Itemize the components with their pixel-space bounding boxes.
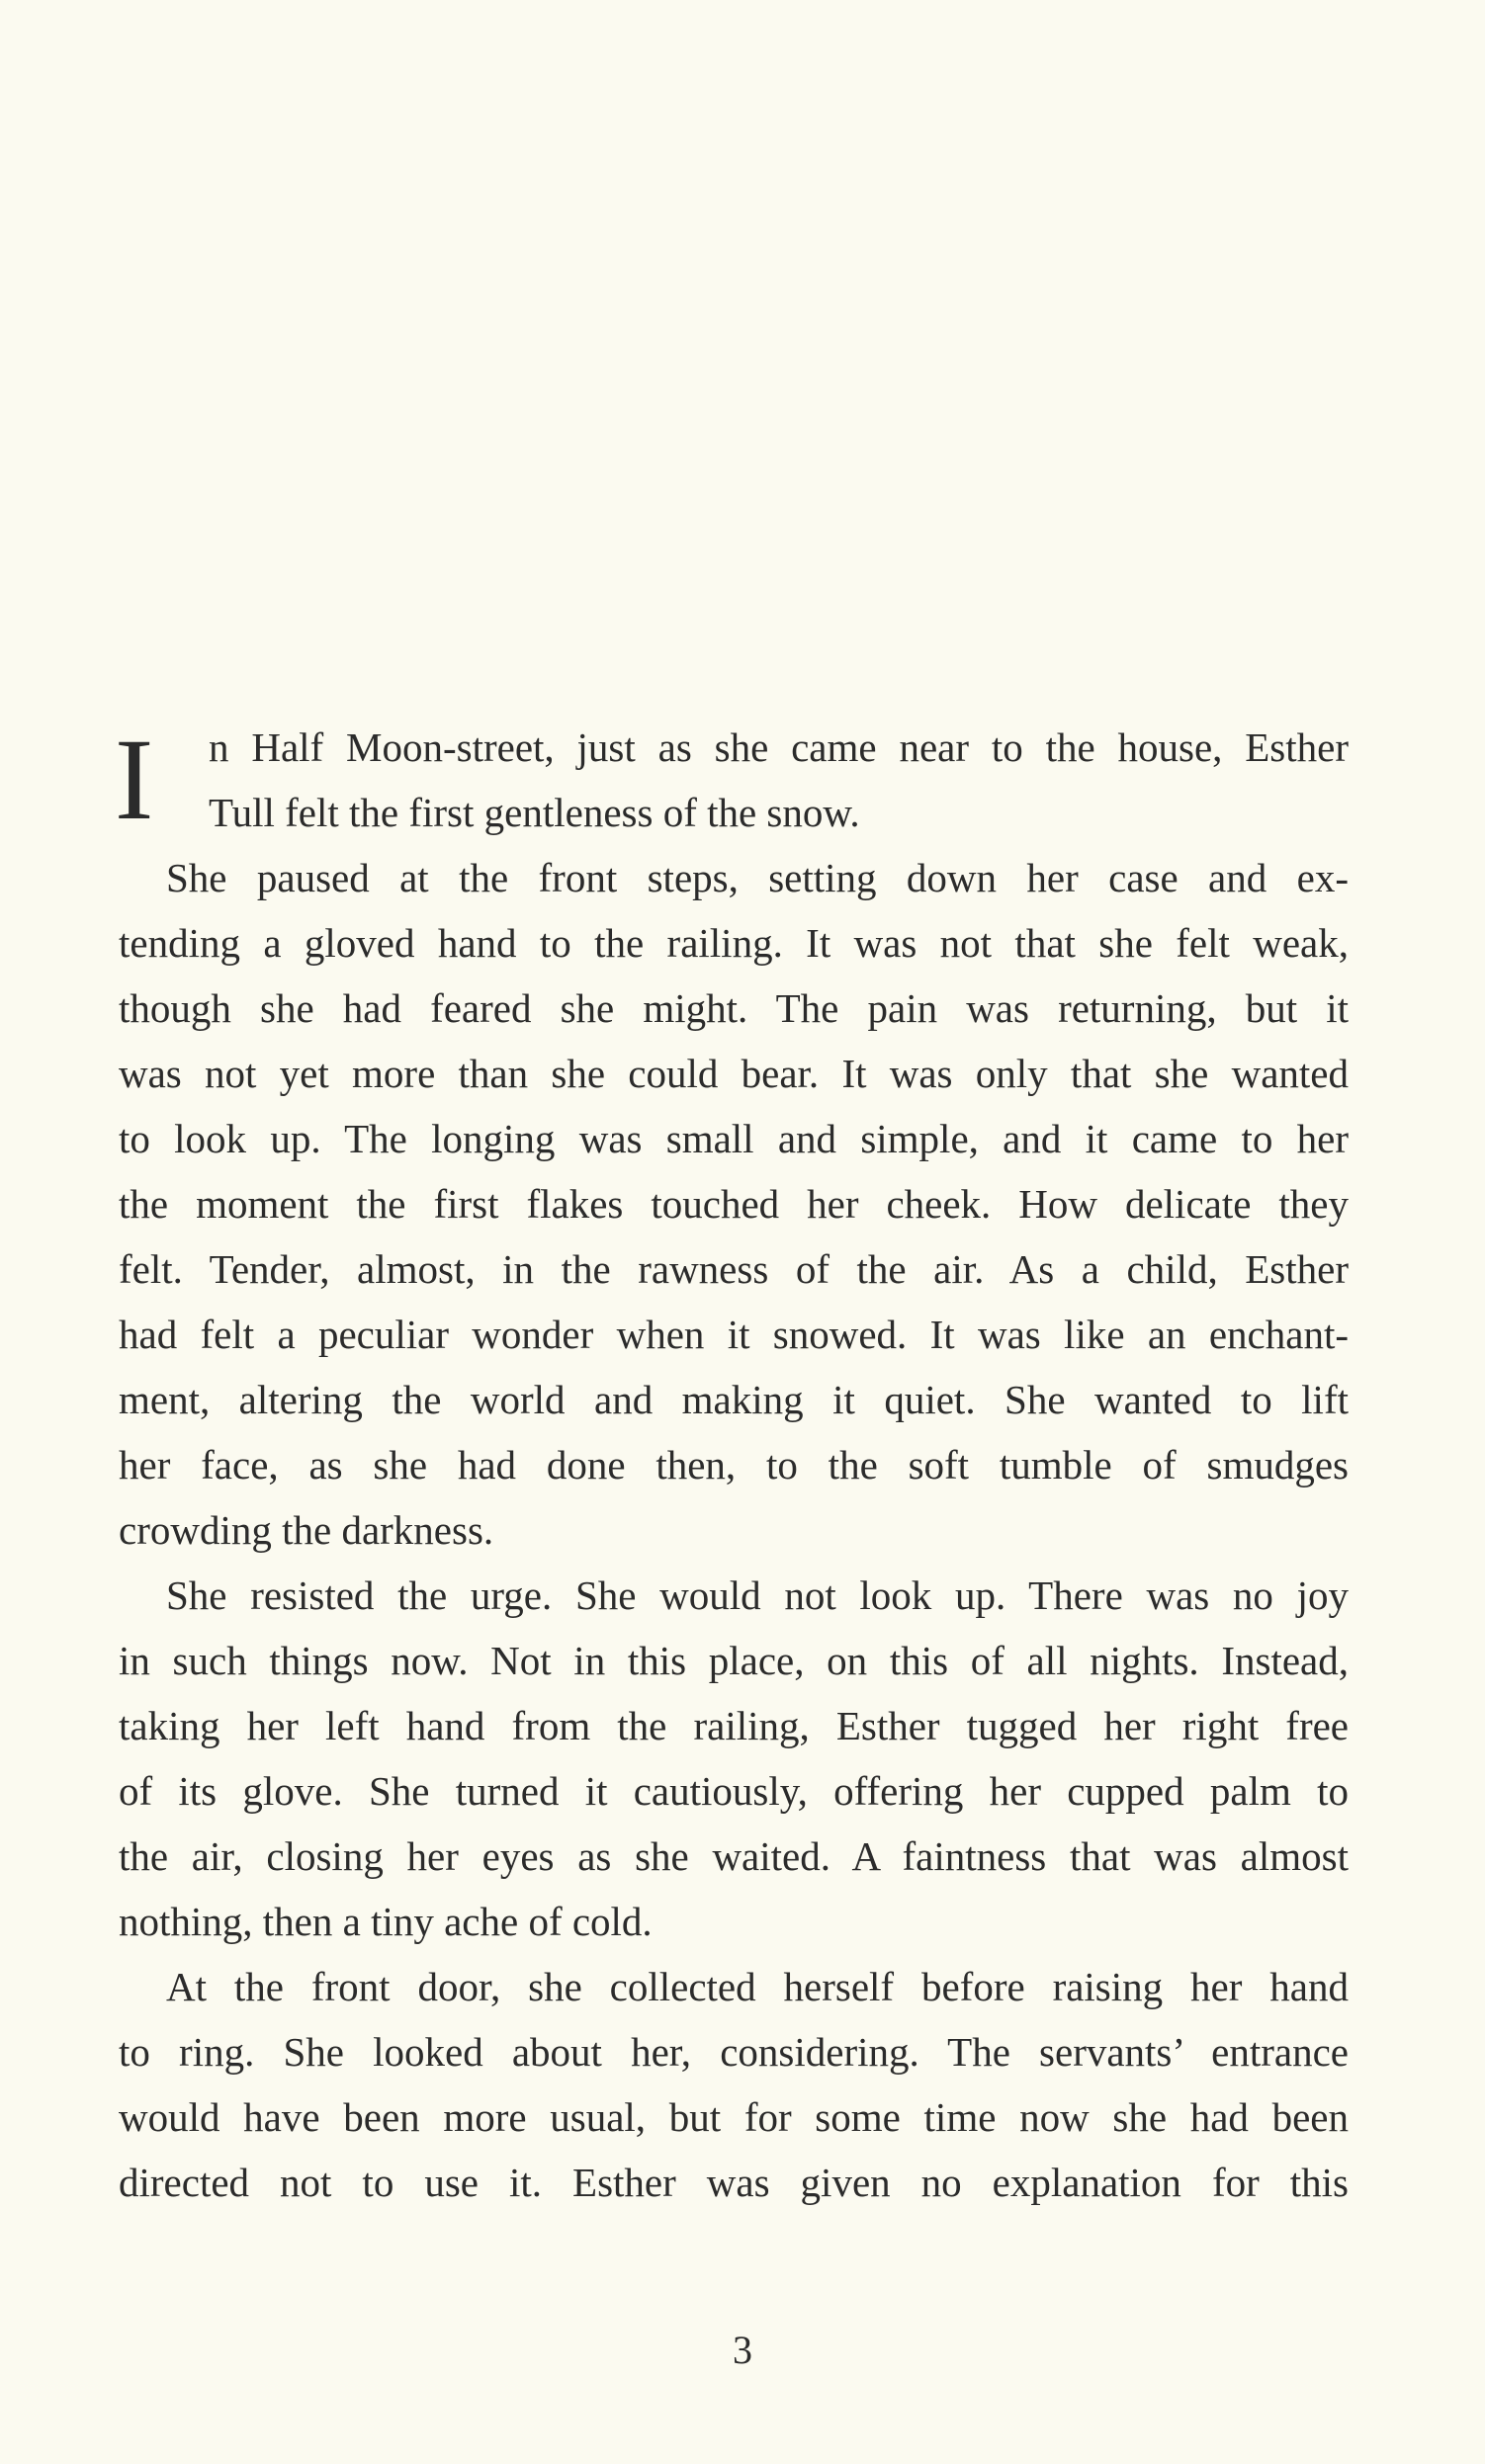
text-line: the air, closing her eyes as she waited. A faintness that was almost [119,1833,1349,1879]
text-line: At the front door, she collected herself before raising her hand [166,1964,1349,2009]
text-line: She paused at the front steps, setting down her case and ex- [166,855,1349,900]
text-line: in such things now. Not in this place, on this of all nights. Instead, [119,1638,1349,1683]
text-line: n Half Moon-street, just as she came near to the house, Esther [209,724,1349,770]
text-line: to look up. The longing was small and simple, and it came to her [119,1116,1349,1161]
text-line: her face, as she had done then, to the soft tumble of smudges [119,1442,1349,1487]
drop-cap: I [115,715,154,844]
text-line: Tull felt the first gentleness of the snow. [209,790,860,835]
text-line: to ring. She looked about her, considering. The servants’ entrance [119,2029,1349,2075]
page-number: 3 [733,2328,752,2372]
text-line: though she had feared she might. The pain was returning, but it [119,985,1349,1031]
text-line: was not yet more than she could bear. It was only that she wanted [119,1051,1349,1096]
text-line: tending a gloved hand to the railing. It was not that she felt weak, [119,920,1349,966]
text-line: felt. Tender, almost, in the rawness of the air. As a child, Esther [119,1246,1349,1292]
text-line: would have been more usual, but for some time now she had been [119,2094,1349,2140]
text-line: had felt a peculiar wonder when it snowed. It was like an enchant- [119,1312,1349,1357]
text-line: the moment the first flakes touched her cheek. How delicate they [119,1181,1349,1227]
text-line: of its glove. She turned it cautiously, offering her cupped palm to [119,1768,1349,1814]
text-line: directed not to use it. Esther was given no explanation for this [119,2160,1349,2205]
text-line: taking her left hand from the railing, Esther tugged her right free [119,1703,1349,1748]
text-line: ment, altering the world and making it quiet. She wanted to lift [119,1377,1349,1422]
text-line: She resisted the urge. She would not look up. There was no joy [166,1572,1349,1618]
text-line: nothing, then a tiny ache of cold. [119,1899,653,1944]
text-line: crowding the darkness. [119,1507,494,1553]
